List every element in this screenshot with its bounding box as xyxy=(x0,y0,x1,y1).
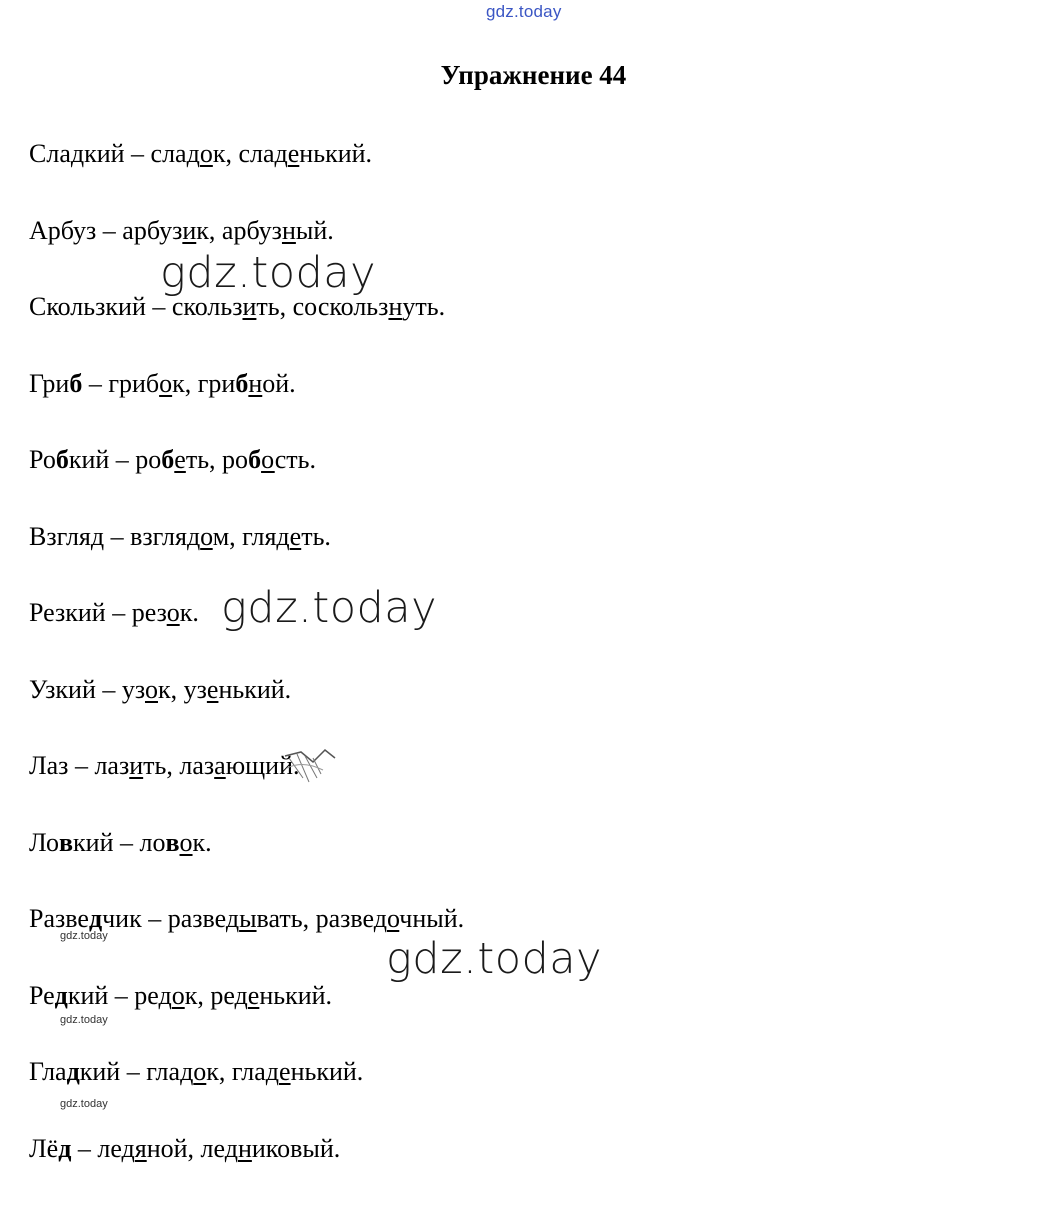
watermark-large: gdz.today xyxy=(386,934,602,984)
line-text: чный. xyxy=(399,904,464,933)
line-text: Гри xyxy=(29,369,69,398)
word-line xyxy=(29,672,464,749)
line-text: к. xyxy=(180,598,199,627)
line-text: чик – развед xyxy=(102,904,239,933)
line-text: кий – ред xyxy=(68,981,172,1010)
line-text: ть, соскольз xyxy=(256,292,388,321)
underlined-letter: и xyxy=(129,751,143,780)
site-watermark-top: gdz.today xyxy=(486,2,562,22)
underlined-letter: е xyxy=(279,1057,291,1086)
underlined-letter: о xyxy=(387,904,399,933)
underlined-letter: и xyxy=(182,216,196,245)
bold-letter: б xyxy=(56,445,69,474)
bold-letter: б xyxy=(69,369,82,398)
bold-letter: в xyxy=(165,828,179,857)
underlined-letter: о xyxy=(193,1057,206,1086)
line-text: Лаз – лаз xyxy=(29,751,129,780)
line-text: нький. xyxy=(291,1057,364,1086)
watermark-large: gdz.today xyxy=(160,248,376,298)
line-text: Лё xyxy=(29,1134,58,1163)
underlined-letter: а xyxy=(214,751,226,780)
line-text: Арбуз – арбуз xyxy=(29,216,182,245)
line-text: к, глад xyxy=(206,1057,279,1086)
underlined-letter: е xyxy=(290,522,302,551)
underlined-letter: и xyxy=(242,292,256,321)
bold-letter: в xyxy=(59,828,73,857)
line-text: ой. xyxy=(262,369,295,398)
bold-letter: б xyxy=(161,445,174,474)
underlined-letter: н xyxy=(282,216,296,245)
underlined-letter: о xyxy=(261,445,275,474)
line-text: Взгляд – взгляд xyxy=(29,522,200,551)
line-text: кий – ро xyxy=(69,445,161,474)
underlined-letter: о xyxy=(200,139,213,168)
line-text: вать, развед xyxy=(257,904,387,933)
underlined-letter: н xyxy=(238,1134,252,1163)
line-text: иковый. xyxy=(252,1134,340,1163)
word-line xyxy=(29,442,464,519)
line-text: Узкий – уз xyxy=(29,675,145,704)
line-text: к, ред xyxy=(185,981,248,1010)
underlined-letter: е xyxy=(248,981,260,1010)
line-text: ть. xyxy=(301,522,331,551)
watermark-large: gdz.today xyxy=(221,583,437,633)
line-text: Ро xyxy=(29,445,56,474)
watermark-small: gdz.today xyxy=(60,1014,108,1026)
underlined-letter: ы xyxy=(239,904,256,933)
line-text: Ре xyxy=(29,981,55,1010)
word-line xyxy=(29,748,464,825)
underlined-letter: е xyxy=(207,675,219,704)
underlined-letter: о xyxy=(180,828,193,857)
line-text: Сладкий – слад xyxy=(29,139,200,168)
line-text: Резкий – рез xyxy=(29,598,167,627)
line-text: ть, лаз xyxy=(143,751,214,780)
line-text: нький. xyxy=(218,675,291,704)
line-text: к, гри xyxy=(172,369,235,398)
line-text: сть. xyxy=(275,445,316,474)
line-text: кий – ло xyxy=(73,828,165,857)
line-text: м, гляд xyxy=(213,522,290,551)
pen-scribble-mark xyxy=(283,748,343,788)
word-line xyxy=(29,289,464,366)
word-line xyxy=(29,825,464,902)
underlined-letter: о xyxy=(145,675,158,704)
bold-letter: б xyxy=(235,369,248,398)
line-text: ый. xyxy=(296,216,334,245)
line-text: ющий. xyxy=(226,751,300,780)
word-line xyxy=(29,1131,464,1207)
line-text: к. xyxy=(193,828,212,857)
line-text: Ло xyxy=(29,828,59,857)
line-text: Гла xyxy=(29,1057,67,1086)
watermark-small: gdz.today xyxy=(60,1098,108,1110)
bold-letter: д xyxy=(89,904,102,933)
underlined-letter: н xyxy=(388,292,402,321)
line-text: к, уз xyxy=(158,675,207,704)
line-text: нький. xyxy=(259,981,332,1010)
underlined-letter: о xyxy=(200,522,213,551)
underlined-letter: н xyxy=(248,369,262,398)
word-line xyxy=(29,136,464,213)
bold-letter: д xyxy=(67,1057,80,1086)
line-text: Разве xyxy=(29,904,89,933)
line-text: – лед xyxy=(71,1134,134,1163)
page-title: Упражнение 44 xyxy=(0,60,1053,91)
underlined-letter: я xyxy=(135,1134,147,1163)
underlined-letter: о xyxy=(167,598,180,627)
word-line xyxy=(29,1054,464,1131)
underlined-letter: е xyxy=(288,139,300,168)
line-text: уть. xyxy=(402,292,445,321)
watermark-small: gdz.today xyxy=(60,930,108,942)
line-text: к, арбуз xyxy=(196,216,282,245)
bold-letter: д xyxy=(58,1134,71,1163)
bold-letter: д xyxy=(55,981,68,1010)
underlined-letter: е xyxy=(174,445,186,474)
line-text: к, слад xyxy=(213,139,288,168)
bold-letter: б xyxy=(248,445,261,474)
underlined-letter: о xyxy=(159,369,172,398)
underlined-letter: о xyxy=(172,981,185,1010)
line-text: ной, лед xyxy=(147,1134,238,1163)
line-text: нький. xyxy=(299,139,372,168)
word-line xyxy=(29,366,464,443)
line-text: кий – глад xyxy=(80,1057,194,1086)
line-text: Скользкий – скольз xyxy=(29,292,242,321)
line-text: – гриб xyxy=(82,369,159,398)
line-text: ть, ро xyxy=(186,445,248,474)
